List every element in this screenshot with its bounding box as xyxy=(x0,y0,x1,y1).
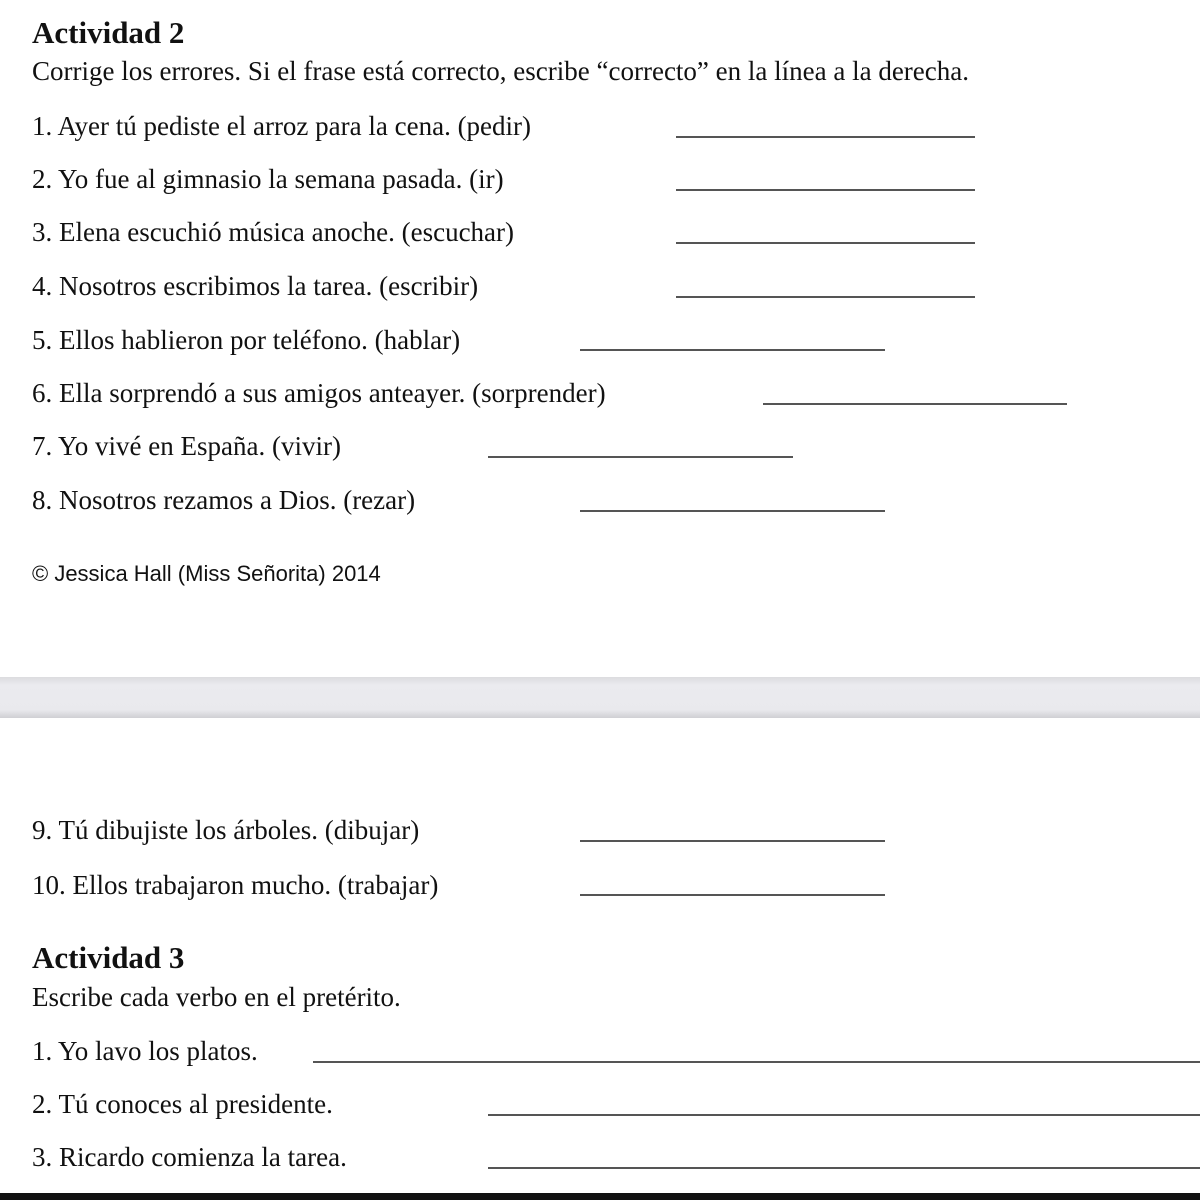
exercise-item: 7. Yo vivé en España. (vivir) xyxy=(32,431,341,461)
exercise-item: 3. Ricardo comienza la tarea. xyxy=(32,1142,347,1172)
bottom-edge xyxy=(0,1193,1200,1200)
actividad-2-instructions: Corrige los errores. Si el frase está correcto, escribe “correcto” en la línea a la derecha. xyxy=(32,56,969,86)
exercise-item: 9. Tú dibujiste los árboles. (dibujar) xyxy=(32,815,420,845)
answer-line[interactable] xyxy=(580,840,885,842)
answer-line[interactable] xyxy=(676,189,975,191)
exercise-item: 3. Elena escuchió música anoche. (escuchar) xyxy=(32,217,515,247)
actividad-2-title: Actividad 2 xyxy=(32,15,185,50)
answer-line[interactable] xyxy=(488,1114,1200,1116)
exercise-item: 1. Ayer tú pediste el arroz para la cena. (pedir) xyxy=(32,111,532,141)
answer-line[interactable] xyxy=(488,456,793,458)
exercise-item: 10. Ellos trabajaron mucho. (trabajar) xyxy=(32,870,439,900)
exercise-item: 6. Ella sorprendó a sus amigos anteayer. (sorprender) xyxy=(32,378,606,408)
exercise-item: 1. Yo lavo los platos. xyxy=(32,1036,258,1066)
copyright-notice: © Jessica Hall (Miss Señorita) 2014 xyxy=(32,561,381,586)
exercise-item: 4. Nosotros escribimos la tarea. (escribir) xyxy=(32,271,479,301)
answer-line[interactable] xyxy=(676,296,975,298)
answer-line[interactable] xyxy=(676,242,975,244)
answer-line[interactable] xyxy=(580,510,885,512)
answer-line[interactable] xyxy=(763,403,1067,405)
exercise-item: 2. Yo fue al gimnasio la semana pasada. (ir) xyxy=(32,164,504,194)
answer-line[interactable] xyxy=(488,1167,1200,1169)
answer-line[interactable] xyxy=(580,349,885,351)
page-break xyxy=(0,677,1200,718)
exercise-item: 2. Tú conoces al presidente. xyxy=(32,1089,333,1119)
exercise-item: 8. Nosotros rezamos a Dios. (rezar) xyxy=(32,485,416,515)
answer-line[interactable] xyxy=(676,136,975,138)
answer-line[interactable] xyxy=(313,1061,1200,1063)
actividad-3-title: Actividad 3 xyxy=(32,940,185,975)
actividad-3-instructions: Escribe cada verbo en el pretérito. xyxy=(32,982,401,1012)
exercise-item: 5. Ellos hablieron por teléfono. (hablar) xyxy=(32,325,461,355)
answer-line[interactable] xyxy=(580,894,885,896)
